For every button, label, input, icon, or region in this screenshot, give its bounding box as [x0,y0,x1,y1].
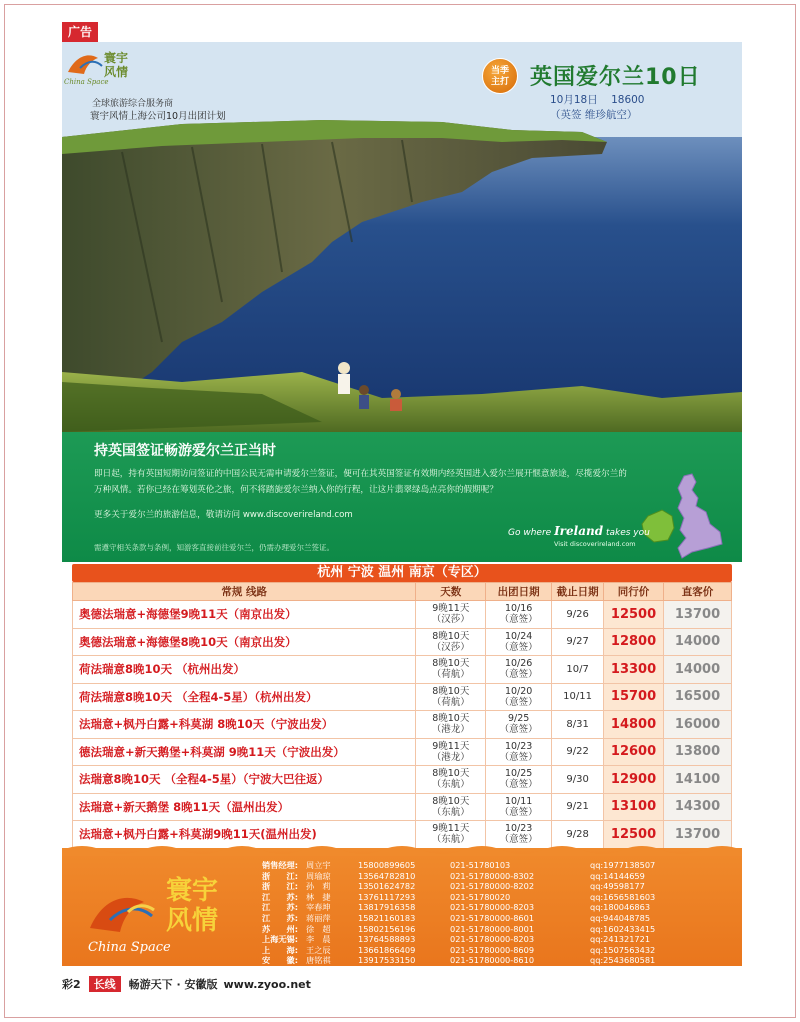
departure-cell [486,656,552,684]
itinerary-table [72,582,732,849]
contact-region: 销售经理: [261,860,298,870]
contact-qq: qq:180046863 [590,902,651,913]
direct-price-cell: 16500 [664,683,732,711]
contact-phone: 021-51780000-8202 [450,881,535,892]
brand-name-en: China Space [88,940,171,955]
brand-logo-icon [62,42,132,88]
deadline-cell: 9/22 [552,738,604,766]
contact-name: 王之辰 [306,944,331,955]
contact-name: 徐 超 [306,923,331,934]
contact-row [256,913,736,924]
promo-more-info: 更多关于爱尔兰的旅游信息，敬请访问 www.discoverireland.com [94,510,353,520]
contact-mobile: 13661866409 [358,944,416,955]
days-cell [416,601,486,629]
visa-value: （意签） [499,696,538,708]
tour-date: 10月18日 [550,94,598,106]
logo-subtitle: 全球旅游综合服务商 [92,99,174,109]
deadline-cell: 9/21 [552,793,604,821]
days-cell [416,711,486,739]
contact-phone: 021-51780000-8609 [450,944,535,955]
promo-note: 需遵守相关条款与条例，知游客直接前往爱尔兰，仍需办理爱尔兰签证。 [94,543,334,552]
season-badge-line2: 主打 [490,77,509,87]
departure-cell [486,628,552,656]
departure-value: 10/16 [504,603,533,615]
header-direct-price: 直客价 [664,583,732,601]
contact-region: 苏 州: [261,923,298,934]
airline-value: （东航） [431,834,470,846]
contact-mobile: 13761117293 [358,891,416,902]
promo-body: 即日起，持有英国短期访问签证的中国公民无需申请爱尔兰签证，便可在其英国签证有效期内经英国进入爱尔兰展开惬意旅途，尽揽爱尔兰的万种风情。若你已经在筹划英伦之旅，何不将踏旎爱尔兰纳入你的行程，让这片翡翠绿岛点亮你的假期呢？ [94,469,627,495]
airline-value: （汉莎） [431,614,470,626]
tour-note: （英签 维珍航空） [550,109,638,121]
svg-text:China Space: China Space [64,78,109,86]
ireland-slogan [508,524,650,538]
departure-cell [486,683,552,711]
advertisement [62,42,742,966]
season-badge [482,58,518,94]
contact-phone: 021-51780020 [450,891,511,902]
contact-region: 安 徽: [261,955,298,966]
departure-value: 10/25 [504,768,533,780]
departure-value: 10/26 [504,658,533,670]
table-row [73,766,732,794]
airline-value: （汉莎） [431,641,470,653]
contact-mobile: 13564782810 [358,870,416,881]
deadline-cell: 9/27 [552,628,604,656]
airline-value: （东航） [431,779,470,791]
days-value: 8晚10天 [432,713,470,725]
peer-price-cell: 15700 [604,683,664,711]
contact-row [256,924,736,935]
contact-phone: 021-51780000-8001 [450,923,535,934]
contact-region: 浙 江: [261,870,298,881]
direct-price-cell: 14000 [664,628,732,656]
table-row [73,711,732,739]
contact-region: 江 苏: [261,912,298,923]
uk-ireland-map-icon [622,472,732,562]
peer-price-cell: 12500 [604,821,664,849]
slogan-brand: Ireland [554,524,604,538]
contact-mobile: 13817916358 [358,902,416,913]
deadline-cell: 9/30 [552,766,604,794]
contact-row [256,881,736,892]
contact-name: 孙 莉 [306,881,331,892]
header-peer-price: 同行价 [604,583,664,601]
contact-qq: qq:2543680581 [590,955,656,966]
departure-cell [486,601,552,629]
contact-phone: 021-51780000-8203 [450,934,535,945]
visa-value: （意签） [499,751,538,763]
days-cell [416,793,486,821]
peer-price-cell: 14800 [604,711,664,739]
route-cell: 荷法瑞意8晚10天 （杭州出发） [73,656,416,684]
svg-text:寰宇: 寰宇 [104,51,129,65]
direct-price-cell: 16000 [664,711,732,739]
days-value: 9晚11天 [432,603,470,615]
slogan-suffix: takes you [605,528,650,538]
airline-value: （东航） [431,806,470,818]
itinerary-table-area [62,562,742,854]
deadline-cell: 10/7 [552,656,604,684]
days-cell [416,738,486,766]
days-cell [416,656,486,684]
route-cell: 法瑞意+枫丹白露+科莫湖9晚11天(温州出发) [73,821,416,849]
magazine-name: 畅游天下 · 安徽版 [128,978,218,991]
tour-title: 英国爱尔兰10日 [530,65,701,90]
route-cell: 奥德法瑞意+海德堡8晚10天（南京出发） [73,628,416,656]
departure-value: 10/11 [504,795,533,807]
table-row [73,601,732,629]
contact-row [256,955,736,966]
contact-row [256,871,736,882]
deadline-cell: 9/26 [552,601,604,629]
days-value: 8晚10天 [432,630,470,642]
contact-region: 江 苏: [261,891,298,902]
days-value: 9晚11天 [432,823,470,835]
contact-region: 上 海: [261,944,298,955]
direct-price-cell: 13700 [664,601,732,629]
season-badge-line1: 当季 [490,66,509,76]
direct-price-cell: 13800 [664,738,732,766]
visa-value: （意签） [499,614,538,626]
route-cell: 荷法瑞意8晚10天 （全程4-5星）（杭州出发） [73,683,416,711]
airline-value: （港龙） [431,724,470,736]
departure-value: 10/23 [504,740,533,752]
days-value: 8晚10天 [432,795,470,807]
contact-name: 宰春坤 [306,902,331,913]
page-footer [62,974,311,994]
contact-row [256,860,736,871]
contact-row [256,945,736,956]
hero-photo [62,42,742,432]
contact-qq: qq:1656581603 [590,891,656,902]
direct-price-cell: 14300 [664,793,732,821]
brand-name-cn: 寰宇风情 [166,876,219,936]
contact-name: 李 晨 [306,934,331,945]
days-value: 9晚11天 [432,740,470,752]
contact-region: 江 苏: [261,902,298,913]
slogan-prefix: Go where [508,528,552,538]
peer-price-cell: 12500 [604,601,664,629]
departure-value: 10/20 [504,685,533,697]
deadline-cell: 9/28 [552,821,604,849]
airline-value: （荷航） [431,696,470,708]
contact-mobile: 15821160183 [358,912,416,923]
days-value: 8晚10天 [432,768,470,780]
visa-value: （意签） [499,669,538,681]
direct-price-cell: 13700 [664,821,732,849]
peer-price-cell: 13100 [604,793,664,821]
contact-band [62,848,742,966]
contact-qq: qq:1507563432 [590,944,656,955]
visa-value: （意签） [499,834,538,846]
table-row [73,628,732,656]
wave-divider [62,842,742,856]
contact-name: 蒋丽萍 [306,912,331,923]
contact-list [256,860,736,966]
header-departure: 出团日期 [486,583,552,601]
visa-value: （意签） [499,779,538,791]
airline-value: （港龙） [431,751,470,763]
contact-name: 周瑜琼 [306,870,331,881]
visit-url: Visit discoverireland.com [554,540,636,548]
contact-qq: qq:49598177 [590,881,645,892]
days-cell [416,766,486,794]
days-value: 8晚10天 [432,658,470,670]
visa-value: （意签） [499,806,538,818]
visa-value: （意签） [499,724,538,736]
peer-price-cell: 12800 [604,628,664,656]
tour-price: 18600 [611,94,645,106]
direct-price-cell: 14000 [664,656,732,684]
contact-phone: 021-51780103 [450,860,511,870]
departure-cell [486,738,552,766]
contact-mobile: 13764588893 [358,934,416,945]
contact-name: 唐铭祺 [306,955,331,966]
peer-price-cell: 13300 [604,656,664,684]
peer-price-cell: 12900 [604,766,664,794]
contact-mobile: 13501624782 [358,881,416,892]
contact-region: 浙 江: [261,881,298,892]
page-number: 彩2 [62,978,81,991]
table-row [73,793,732,821]
route-cell: 法瑞意8晚10天 （全程4-5星）（宁波大巴往返） [73,766,416,794]
deadline-cell: 8/31 [552,711,604,739]
departure-value: 10/24 [504,630,533,642]
route-cell: 法瑞意+新天鹅堡 8晚11天（温州出发） [73,793,416,821]
contact-mobile: 15802156196 [358,923,416,934]
airline-value: （荷航） [431,669,470,681]
contact-phone: 021-51780000-8203 [450,902,535,913]
departure-cell [486,766,552,794]
contact-name: 周立宇 [306,860,331,870]
departure-value: 10/23 [504,823,533,835]
table-row [73,738,732,766]
contact-mobile: 15800899605 [358,860,416,870]
contact-row [256,902,736,913]
contact-qq: qq:241321721 [590,934,651,945]
table-body [73,601,732,849]
days-value: 8晚10天 [432,685,470,697]
table-row [73,683,732,711]
site-url[interactable]: www.zyoo.net [223,977,311,991]
route-cell: 德法瑞意+新天鹅堡+科莫湖 9晚11天（宁波出发） [73,738,416,766]
contact-region: 上海无锡: [261,934,298,945]
contact-row [256,934,736,945]
days-cell [416,683,486,711]
tour-details [550,92,742,122]
plan-text: 寰宇风情上海公司10月出团计划 [90,111,226,122]
contact-qq: qq:1602433415 [590,923,656,934]
days-cell [416,628,486,656]
header-route: 常规 线路 [73,583,416,601]
visa-value: （意签） [499,641,538,653]
table-row [73,656,732,684]
contact-phone: 021-51780000-8610 [450,955,535,966]
section-badge: 长线 [89,976,121,992]
peer-price-cell: 12600 [604,738,664,766]
header-days: 天数 [416,583,486,601]
departure-value: 9/25 [507,713,530,725]
header-deadline: 截止日期 [552,583,604,601]
contact-row [256,892,736,903]
departure-cell [486,793,552,821]
departure-cell [486,711,552,739]
deadline-cell: 10/11 [552,683,604,711]
ireland-promo [62,432,742,562]
contact-qq: qq:1977138507 [590,860,656,870]
contact-name: 林 捷 [306,891,331,902]
contact-phone: 021-51780000-8302 [450,870,535,881]
ad-tag: 广告 [62,22,98,42]
svg-text:风情: 风情 [104,65,129,79]
contact-phone: 021-51780000-8601 [450,912,535,923]
region-bar: 杭州 宁波 温州 南京（专区） [72,564,732,582]
contact-qq: qq:14144659 [590,870,645,881]
promo-headline: 持英国签证畅游爱尔兰正当时 [94,443,276,459]
table-header-row [73,583,732,601]
route-cell: 法瑞意+枫丹白露+科莫湖 8晚10天（宁波出发） [73,711,416,739]
contact-qq: qq:944048785 [590,912,651,923]
direct-price-cell: 14100 [664,766,732,794]
contact-mobile: 13917533150 [358,955,416,966]
route-cell: 奥德法瑞意+海德堡9晚11天（南京出发） [73,601,416,629]
